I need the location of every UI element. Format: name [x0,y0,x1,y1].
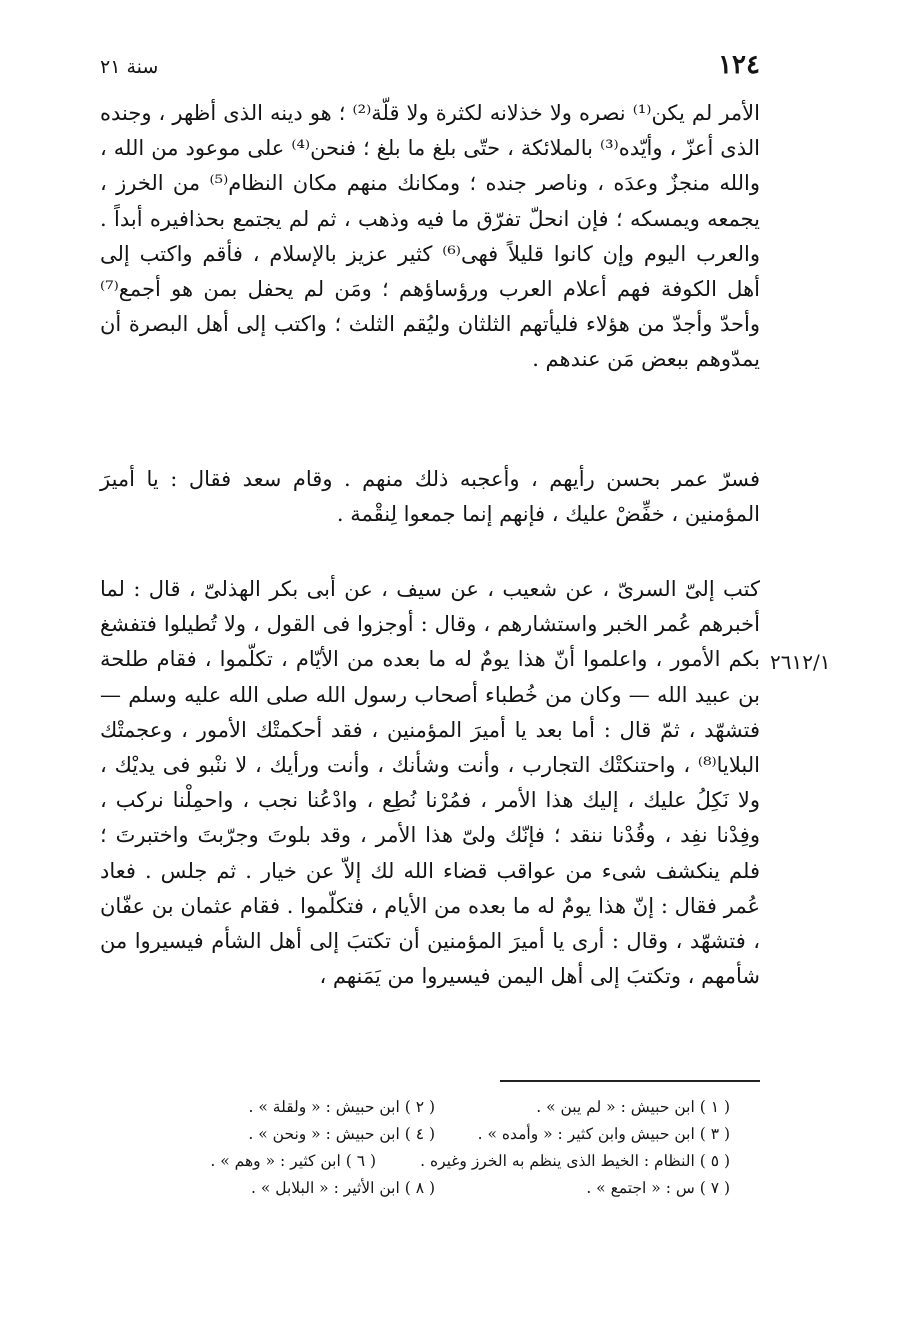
footnote-8: ( ٨ ) ابن الأثير : « البلابل » . [250,1179,435,1197]
footnote-2: ( ٢ ) ابن حبيش : « ولقلة » . [248,1098,435,1116]
page-number: ١٢٤ [718,50,760,80]
running-head-year: سنة ٢١ [100,56,159,78]
footnote-row [140,1094,730,1121]
paragraph-2 [100,462,760,532]
footnote-5: ( ٥ ) النظام : الخيط الذى ينظم به الخرز وغيره . [420,1152,730,1170]
footnote-6: ( ٦ ) ابن كثير : « وهم » . [210,1152,376,1170]
footnote-row [140,1175,730,1202]
margin-page-reference: ٢٦١٢/١ [770,650,831,674]
footnote-3: ( ٣ ) ابن حبيش وابن كثير : « وأمده » . [477,1125,730,1143]
footnote-separator [500,1080,760,1082]
paragraph-1-text: الأمر لم يكن⁽¹⁾ نصره ولا خذلانه لكثرة ولا قلّة⁽²⁾ ؛ هو دينه الذى أظهر ، وجنده الذى أعزّ ، وأيّده⁽³⁾ بالملائكة ، حتّى بلغ ما بلغ ؛ فنحن⁽⁴⁾ على موعود من الله ، والله منجزٌ وعدَه ، وناصر جنده ؛ ومكانك منهم مكان النظام⁽⁵⁾ من الخرز ، يجمعه ويمسكه ؛ فإن انحلّ تفرّق ما فيه وذهب ، ثم لم يجتمع بحذافيره أبداً . والعرب اليوم وإن كانوا قليلاً فهى⁽⁶⁾ كثير عزيز بالإسلام ، فأقم واكتب إلى أهل الكوفة فهم أعلام العرب ورؤساؤهم ؛ ومَن لم يحفل بمن هو أجمع⁽⁷⁾ وأحدّ وأجدّ من هؤلاء فليأتهم الثلثان وليُقم الثلث ؛ واكتب إلى أهل البصرة أن يمدّوهم ببعض مَن عندهم . [100,101,761,372]
paragraph-1 [100,96,760,378]
paragraph-3-text: كتب إلىّ السرىّ ، عن شعيب ، عن سيف ، عن أبى بكر الهذلىّ ، قال : لما أخبرهم عُمر الخبر واستشارهم ، وقال : أوجزوا فى القول ، ولا تُطيلوا فتفشغ بكم الأمور ، واعلموا أنّ هذا يومٌ له ما بعده من الأيّام ، تكلّموا ، فقام طلحة بن عبيد الله — وكان من خُطباء أصحاب رسول الله صلى الله عليه وسلم — فتشهّد ، ثمّ قال : أما بعد يا أميرَ المؤمنين ، فقد أحكمتْك الأمور ، وعجمتْك البلايا⁽⁸⁾ ، واحتنكتْك التجارب ، وأنت وشأنك ، وأنت ورأيك ، لا ننْبو فى يديْك ، ولا نَكِلُ عليك ، إليك هذا الأمر ، فمُرْنا نُطِع ، وادْعُنا نجب ، واحمِلْنا نركب ، وفِدْنا نفِد ، وقُدْنا ننقد ؛ فإنّك ولىّ هذا الأمر ، وقد بلوتَ وجرّبتَ واختبرتَ ؛ فلم ينكشف شىء من عواقب قضاء الله لك إلاّ عن خيار . ثم جلس . فعاد عُمر فقال : إنّ هذا يومٌ له ما بعده من الأيام ، فتكلّموا . فقام عثمان بن عفّان ، فتشهّد ، وقال : أرى يا أميرَ المؤمنين أن تكتبَ إلى أهل الشأم فيسيروا من شأمهم ، وتكتبَ إلى أهل اليمن فيسيروا من يَمَنهم ، [100,577,760,989]
footnote-4: ( ٤ ) ابن حبيش : « ونحن » . [248,1125,435,1143]
footnote-7: ( ٧ ) س : « اجتمع » . [586,1179,730,1197]
footnote-1: ( ١ ) ابن حبيش : « لم يبن » . [536,1098,730,1116]
footnote-row [140,1148,730,1175]
paragraph-3 [100,572,760,994]
paragraph-2-text: فسرّ عمر بحسن رأيهم ، وأعجبه ذلك منهم . وقام سعد فقال : يا أميرَ المؤمنين ، خفِّضْ عليك ، فإنهم إنما جمعوا لِنقْمة . [100,467,760,527]
page-header [100,50,760,86]
footnotes [140,1094,730,1202]
footnote-row [140,1121,730,1148]
